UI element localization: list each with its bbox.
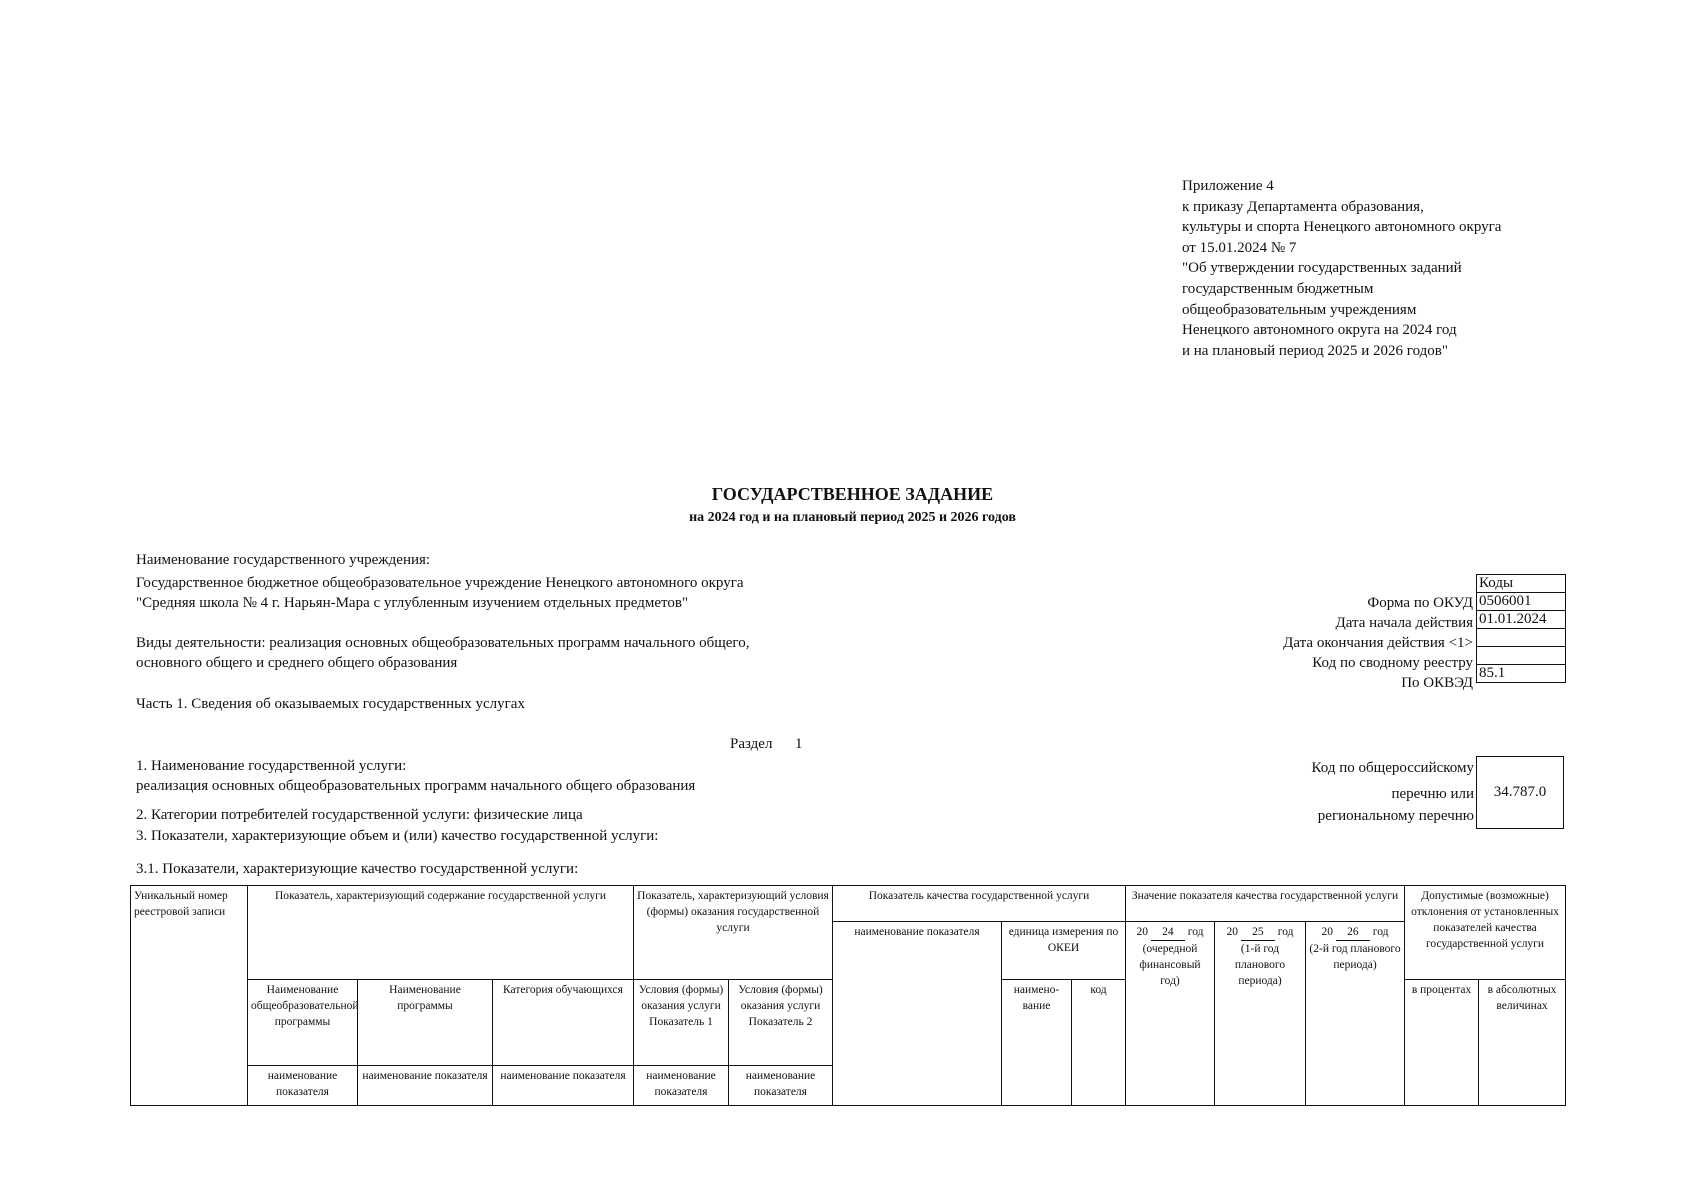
- year-note: (очередной финансовый год): [1139, 943, 1201, 987]
- header-year-3: [1306, 922, 1405, 1106]
- header-unique-number: Уникальный номер реестровой записи: [131, 886, 248, 1106]
- year-suffix: год: [1277, 926, 1294, 938]
- sub-indicator-label: наименование показателя: [493, 1066, 634, 1106]
- section-number: 1: [794, 736, 803, 752]
- year-value: 25: [1241, 924, 1275, 941]
- institution-name-line2: "Средняя школа № 4 г. Нарьян-Мара с углубленным изучением отдельных предметов": [136, 595, 689, 611]
- registry-value: [1477, 647, 1566, 665]
- document-title: ГОСУДАРСТВЕННОЕ ЗАДАНИЕ: [711, 484, 994, 504]
- document-subtitle: на 2024 год и на плановый период 2025 и 2026 годов: [689, 510, 1016, 525]
- header-indicator-name: наименование показателя: [833, 922, 1002, 1106]
- quality-heading: 3.1. Показатели, характеризующие качество государственной услуги:: [136, 861, 579, 877]
- header-unit-name: наимено-вание: [1002, 980, 1072, 1106]
- sub-indicator-label: наименование показателя: [358, 1066, 493, 1106]
- activities-line1: Виды деятельности: реализация основных общеобразовательных программ начального общего,: [136, 635, 750, 651]
- appendix-line: государственным бюджетным: [1182, 280, 1374, 297]
- year-prefix: 20: [1136, 926, 1149, 938]
- header-absolute: в абсолютных величинах: [1479, 980, 1566, 1106]
- appendix-line: культуры и спорта Ненецкого автономного округа: [1182, 219, 1502, 236]
- appendix-line: Приложение 4: [1182, 178, 1274, 194]
- header-quality-indicator: Показатель качества государственной услуги: [833, 886, 1126, 922]
- header-unit-code: код: [1072, 980, 1126, 1106]
- registry-code-label1: Код по общероссийскому: [1311, 760, 1474, 776]
- service-indicators: 3. Показатели, характеризующие объем и (или) качество государственной услуги:: [136, 828, 659, 844]
- okved-label: По ОКВЭД: [1401, 675, 1473, 691]
- header-deviation: Допустимые (возможные) отклонения от установленных показателей качества государственной услуги: [1405, 886, 1566, 980]
- appendix-line: общеобразовательным учреждениям: [1182, 301, 1417, 318]
- codes-table: [1476, 574, 1566, 683]
- sub-program-name: Наименование общеобразовательной программы: [248, 980, 358, 1066]
- end-date-value: [1477, 629, 1566, 647]
- sub-indicator-label: наименование показателя: [248, 1066, 358, 1106]
- sub-indicator-label: наименование показателя: [634, 1066, 729, 1106]
- service-categories: 2. Категории потребителей государственной услуги: физические лица: [136, 807, 583, 823]
- header-year-1: [1126, 922, 1215, 1106]
- institution-label: Наименование государственного учреждения:: [136, 552, 431, 568]
- year-value: 26: [1336, 924, 1370, 941]
- institution-name-line1: Государственное бюджетное общеобразовательное учреждение Ненецкого автономного округа: [136, 575, 744, 591]
- appendix-line: Ненецкого автономного округа на 2024 год: [1182, 322, 1457, 339]
- codes-header: Коды: [1477, 575, 1566, 593]
- start-date-label: Дата начала действия: [1335, 615, 1473, 631]
- part1-heading: Часть 1. Сведения об оказываемых государственных услугах: [136, 696, 525, 712]
- okved-value: 85.1: [1477, 665, 1566, 683]
- year-value: 24: [1151, 924, 1185, 941]
- registry-code-box: 34.787.0: [1476, 756, 1564, 829]
- okud-value: 0506001: [1477, 593, 1566, 611]
- sub-condition-1: Условия (формы) оказания услуги Показатель 1: [634, 980, 729, 1066]
- header-quality-value: Значение показателя качества государственной услуги: [1126, 886, 1405, 922]
- registry-code-label3: региональному перечню: [1317, 808, 1474, 824]
- section-label-text: Раздел: [730, 736, 773, 752]
- okud-label: Форма по ОКУД: [1367, 595, 1473, 611]
- registry-code-labels: [1200, 758, 1474, 826]
- codes-labels: [1150, 593, 1473, 693]
- year-prefix: 20: [1226, 926, 1239, 938]
- appendix-line: к приказу Департамента образования,: [1182, 198, 1424, 215]
- appendix-block: [1182, 176, 1501, 361]
- sub-category: Категория обучающихся: [493, 980, 634, 1066]
- appendix-line: от 15.01.2024 № 7: [1182, 239, 1297, 256]
- header-percent: в процентах: [1405, 980, 1479, 1106]
- section-label: [730, 734, 802, 754]
- header-year-2: [1215, 922, 1306, 1106]
- start-date-value: 01.01.2024: [1477, 611, 1566, 629]
- year-note: (2-й год планового периода): [1309, 943, 1401, 971]
- registry-code-label2: перечню или: [1391, 786, 1474, 802]
- appendix-line: "Об утверждении государственных заданий: [1182, 260, 1462, 277]
- header-unit: единица измерения по ОКЕИ: [1002, 922, 1126, 980]
- year-prefix: 20: [1321, 926, 1334, 938]
- service-name-value: реализация основных общеобразовательных программ начального общего образования: [136, 778, 696, 794]
- appendix-line: и на плановый период 2025 и 2026 годов": [1182, 342, 1448, 359]
- end-date-label: Дата окончания действия <1>: [1283, 635, 1473, 651]
- sub-condition-2: Условия (формы) оказания услуги Показатель 2: [729, 980, 833, 1066]
- header-content-indicator: Показатель, характеризующий содержание государственной услуги: [248, 886, 634, 980]
- activities-line2: основного общего и среднего общего образования: [136, 655, 458, 671]
- year-suffix: год: [1372, 926, 1389, 938]
- year-suffix: год: [1187, 926, 1204, 938]
- registry-label: Код по сводному реестру: [1312, 655, 1473, 671]
- year-note: (1-й год планового периода): [1234, 943, 1286, 987]
- sub-program: Наименование программы: [358, 980, 493, 1066]
- sub-indicator-label: наименование показателя: [729, 1066, 833, 1106]
- service-name-label: 1. Наименование государственной услуги:: [136, 758, 407, 774]
- header-conditions-indicator: Показатель, характеризующий условия (формы) оказания государственной услуги: [634, 886, 833, 980]
- quality-table: [130, 885, 1566, 1106]
